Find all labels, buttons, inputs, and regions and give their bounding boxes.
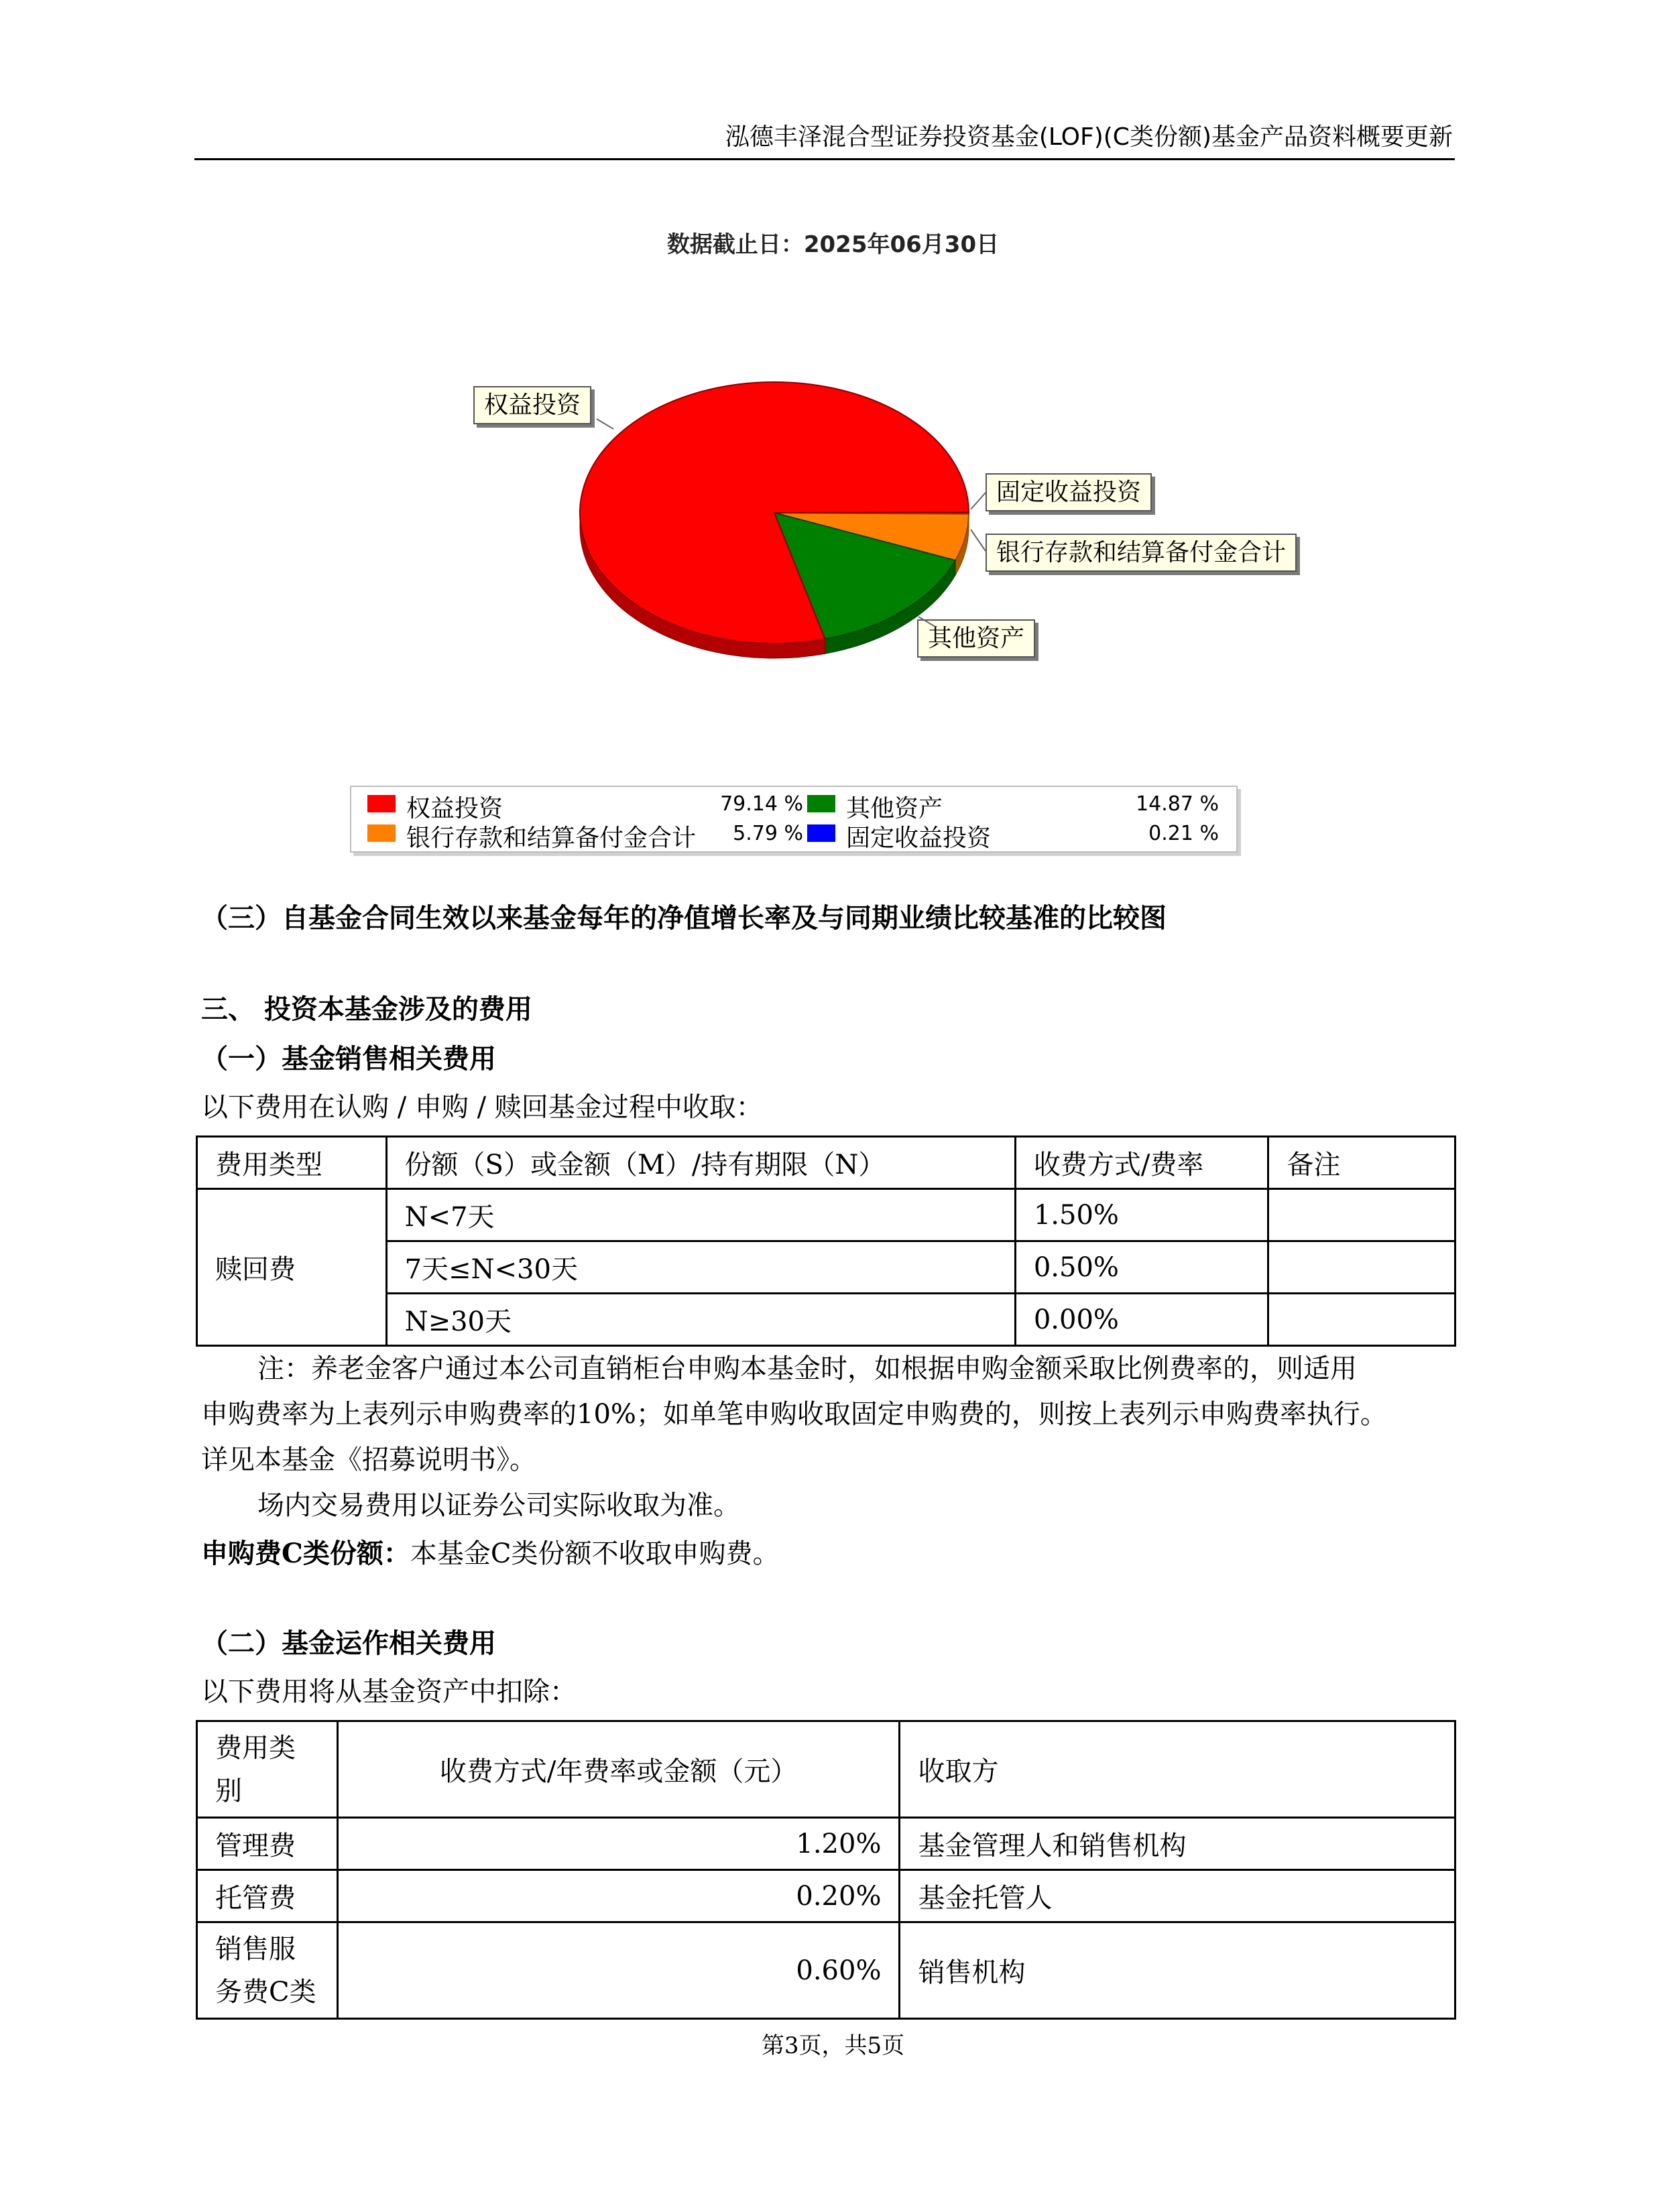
legend-value: 5.79 % — [733, 822, 803, 845]
subscription-fee-label: 申购费C类份额： — [201, 1538, 410, 1569]
pension-note-line-2: 申购费率为上表列示申购费率的10%；如单笔申购收取固定申购费的，则按上表列示申购费率执行。 — [201, 1399, 1387, 1430]
header-fee-category-line1: 费用类 — [215, 1732, 296, 1764]
legend-item-fixed-income — [807, 819, 1219, 852]
subscription-fee-text: 本基金C类份额不收取申购费。 — [410, 1538, 780, 1569]
operating-fees-intro: 以下费用将从基金资产中扣除： — [201, 1676, 577, 1707]
fee-type-cell: 赎回费 — [197, 1189, 387, 1346]
sales-fees-intro: 以下费用在认购 / 申购 / 赎回基金过程中收取： — [201, 1092, 763, 1123]
document-header-title: 泓德丰泽混合型证券投资基金(LOF)(C类份额)基金产品资料概要更新 — [725, 123, 1453, 151]
legend-swatch-green — [807, 795, 835, 812]
header-fee-type: 费用类型 — [197, 1137, 387, 1189]
chart-legend — [350, 786, 1238, 853]
pie-callout-bank-deposit: 银行存款和结算备付金合计 — [986, 534, 1297, 572]
redemption-fee-table — [196, 1135, 1456, 1347]
range-cell: 7天≤N<30天 — [386, 1241, 1015, 1294]
table-header-row — [197, 1137, 1455, 1189]
rate-cell: 0.00% — [1015, 1294, 1268, 1346]
fee-type-line2: 务费C类 — [215, 1976, 316, 2008]
subscription-fee-note — [201, 1532, 779, 1571]
pie-callout-connectors — [0, 0, 1666, 737]
note-cell — [1268, 1189, 1455, 1241]
page-number: 第3页，共5页 — [761, 2032, 905, 2059]
header-rate: 收费方式/年费率或金额（元） — [337, 1721, 900, 1818]
legend-label: 固定收益投资 — [846, 824, 992, 852]
rate-cell: 1.50% — [1015, 1189, 1268, 1241]
header-receiver: 收取方 — [900, 1721, 1455, 1818]
pie-callout-equity: 权益投资 — [473, 386, 591, 424]
pie-callout-fixed-income: 固定收益投资 — [986, 473, 1152, 511]
fees-section-heading: 三、 投资本基金涉及的费用 — [201, 993, 532, 1025]
fee-type-cell: 托管费 — [197, 1870, 338, 1922]
receiver-cell: 基金管理人和销售机构 — [900, 1818, 1455, 1870]
legend-value: 14.87 % — [1136, 792, 1219, 816]
legend-value: 0.21 % — [1148, 822, 1219, 845]
operating-fees-heading: （二）基金运作相关费用 — [201, 1627, 496, 1659]
table-row — [197, 1818, 1455, 1870]
rate-cell: 0.60% — [337, 1922, 900, 2019]
legend-swatch-blue — [807, 824, 835, 842]
range-cell: N<7天 — [386, 1189, 1015, 1241]
legend-item-other-assets — [807, 790, 1219, 822]
header-fee-category-line2: 别 — [215, 1775, 242, 1806]
receiver-cell: 销售机构 — [900, 1922, 1455, 2019]
legend-item-equity — [367, 790, 803, 822]
rate-cell: 0.50% — [1015, 1241, 1268, 1294]
table-row — [197, 1189, 1455, 1241]
pension-note-line-1: 注：养老金客户通过本公司直销柜台申购本基金时，如根据申购金额采取比例费率的，则适用 — [257, 1353, 1357, 1384]
pie-callout-other-assets: 其他资产 — [917, 619, 1035, 658]
note-cell — [1268, 1241, 1455, 1294]
header-range: 份额（S）或金额（M）/持有期限（N） — [386, 1137, 1015, 1189]
fee-type-line1: 销售服 — [215, 1933, 296, 1965]
connector-other-assets — [918, 617, 935, 627]
legend-swatch-orange — [367, 824, 396, 842]
pension-note-line-3: 详见本基金《招募说明书》。 — [201, 1445, 536, 1475]
connector-bank-deposit — [971, 530, 986, 551]
note-cell — [1268, 1294, 1455, 1346]
legend-value: 79.14 % — [720, 792, 803, 816]
exchange-fee-note: 场内交易费用以证券公司实际收取为准。 — [257, 1490, 740, 1521]
sales-fees-heading: （一）基金销售相关费用 — [201, 1043, 496, 1074]
compare-chart-heading: （三）自基金合同生效以来基金每年的净值增长率及与同期业绩比较基准的比较图 — [201, 902, 1167, 934]
legend-item-bank-deposit — [367, 819, 803, 852]
header-fee-category — [197, 1721, 338, 1818]
range-cell: N≥30天 — [386, 1294, 1015, 1346]
rate-cell: 1.20% — [337, 1818, 900, 1870]
fee-type-cell — [197, 1922, 338, 2019]
receiver-cell: 基金托管人 — [900, 1870, 1455, 1922]
fee-type-cell: 管理费 — [197, 1818, 338, 1870]
legend-label: 其他资产 — [846, 795, 943, 822]
operating-fee-table — [196, 1720, 1456, 2020]
table-header-row — [197, 1721, 1455, 1818]
rate-cell: 0.20% — [337, 1870, 900, 1922]
legend-label: 权益投资 — [406, 795, 503, 822]
header-rate: 收费方式/费率 — [1015, 1137, 1268, 1189]
connector-fixed-income — [971, 493, 986, 509]
chart-title: 数据截止日：2025年06月30日 — [666, 231, 1000, 258]
table-row — [197, 1922, 1455, 2019]
table-row — [197, 1870, 1455, 1922]
connector-equity — [597, 419, 613, 429]
legend-label: 银行存款和结算备付金合计 — [406, 824, 697, 852]
legend-swatch-red — [367, 795, 396, 812]
header-note: 备注 — [1268, 1137, 1455, 1189]
